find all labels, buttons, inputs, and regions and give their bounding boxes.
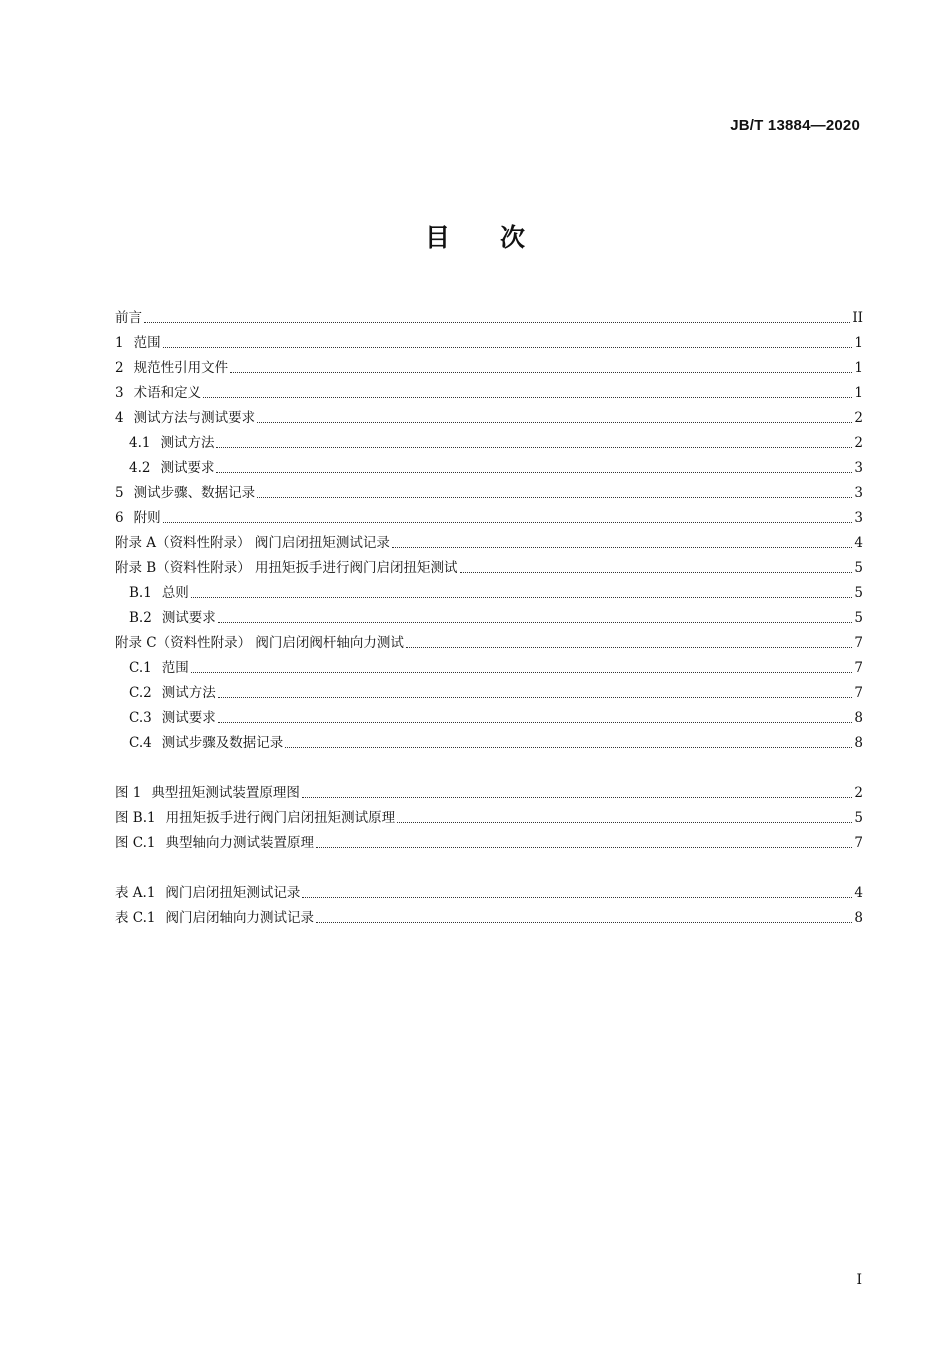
figure-entry-text: 用扭矩扳手进行阀门启闭扭矩测试原理: [165, 810, 396, 826]
toc-entry-number: B.1: [129, 585, 152, 601]
toc-entry-text: 附录 B（资料性附录） 用扭矩扳手进行阀门启闭扭矩测试: [115, 560, 458, 576]
toc-entry-label: [115, 534, 390, 552]
figure-entry-number: 图 1: [115, 785, 142, 801]
dot-leader: [257, 421, 852, 423]
toc-entry-text: 规范性引用文件: [133, 360, 229, 376]
dot-leader: [218, 696, 853, 698]
toc-entry-number: 2: [115, 360, 124, 376]
dot-leader: [302, 896, 852, 898]
toc-entry-text: 测试方法与测试要求: [133, 410, 256, 426]
figure-entry-text: 典型扭矩测试装置原理图: [151, 785, 300, 801]
toc-entry-page: 3: [854, 510, 863, 526]
toc-entry-label: [129, 434, 214, 452]
dot-leader: [316, 921, 852, 923]
figure-entry-page: 5: [854, 810, 863, 826]
toc-entry[interactable]: [115, 727, 863, 752]
toc-entry-page: 1: [854, 335, 863, 351]
table-entry-page: 8: [854, 910, 863, 926]
dot-leader: [216, 471, 852, 473]
toc-entry-label: [115, 409, 255, 427]
dot-leader: [216, 446, 852, 448]
dot-leader: [218, 721, 853, 723]
toc-entry[interactable]: [115, 627, 863, 652]
toc-entry-number: 6: [115, 510, 124, 526]
toc-entry[interactable]: [115, 602, 863, 627]
figure-entry[interactable]: [115, 827, 863, 852]
toc-entry-text: 测试方法: [160, 435, 215, 451]
table-entry-label: [115, 884, 300, 902]
toc-entry-number: B.2: [129, 610, 152, 626]
dot-leader: [144, 321, 850, 323]
toc-entry-page: 1: [854, 385, 863, 401]
toc-entry[interactable]: [115, 552, 863, 577]
dot-leader: [392, 546, 853, 548]
dot-leader: [191, 671, 853, 673]
toc-entry-text: 测试步骤及数据记录: [161, 735, 284, 751]
table-entry-page: 4: [854, 885, 863, 901]
toc-entry-text: 总则: [161, 585, 189, 601]
toc-entry-text: 术语和定义: [133, 385, 202, 401]
dot-leader: [285, 746, 852, 748]
figure-entry-label: [115, 784, 300, 802]
dot-leader: [406, 646, 852, 648]
table-entry[interactable]: [115, 902, 863, 927]
toc-entry-page: 2: [854, 410, 863, 426]
figure-entry[interactable]: [115, 802, 863, 827]
dot-leader: [203, 396, 852, 398]
figure-entry-number: 图 C.1: [115, 835, 156, 851]
toc-entry-page: 5: [854, 610, 863, 626]
toc-entry-text: 测试要求: [161, 710, 216, 726]
toc-entry-page: II: [852, 310, 863, 326]
toc-entry-text: 测试要求: [161, 610, 216, 626]
toc-entry[interactable]: [115, 677, 863, 702]
toc-entry-text: 测试要求: [160, 460, 215, 476]
toc-entry[interactable]: [115, 377, 863, 402]
figure-entry-text: 典型轴向力测试装置原理: [165, 835, 315, 851]
dot-leader: [302, 796, 853, 798]
toc-entry-text: 测试步骤、数据记录: [133, 485, 256, 501]
dot-leader: [163, 521, 853, 523]
toc-entry[interactable]: [115, 502, 863, 527]
toc-entry-label: [129, 734, 283, 752]
toc-entry-page: 8: [854, 710, 863, 726]
toc-entry-page: 5: [854, 560, 863, 576]
toc-entry-number: 1: [115, 335, 124, 351]
toc-entry[interactable]: [115, 427, 863, 452]
dot-leader: [460, 571, 853, 573]
toc-entry-page: 7: [854, 635, 863, 651]
toc-entry-page: 3: [854, 485, 863, 501]
toc-entry-page: 1: [854, 360, 863, 376]
dot-leader: [230, 371, 852, 373]
toc-entry-number: 4.2: [129, 460, 151, 476]
toc-entry-text: 附录 A（资料性附录） 阀门启闭扭矩测试记录: [115, 535, 390, 551]
figure-entry-page: 2: [854, 785, 863, 801]
toc-entry-label: [115, 634, 404, 652]
toc-entry-text: 范围: [161, 660, 189, 676]
dot-leader: [191, 596, 853, 598]
toc-entry-text: 附录 C（资料性附录） 阀门启闭阀杆轴向力测试: [115, 635, 404, 651]
table-entry-number: 表 A.1: [115, 885, 156, 901]
toc-entry-number: 4: [115, 410, 124, 426]
toc-entry[interactable]: [115, 702, 863, 727]
toc-entry-number: C.2: [129, 685, 152, 701]
toc-entry[interactable]: [115, 352, 863, 377]
toc-entry-number: C.4: [129, 735, 152, 751]
toc-entry-text: 测试方法: [161, 685, 216, 701]
toc-entry-number: 3: [115, 385, 124, 401]
toc-entry-page: 7: [854, 685, 863, 701]
toc-entry-number: C.3: [129, 710, 152, 726]
toc-entry-label: [115, 509, 161, 527]
toc-entry-label: [115, 334, 161, 352]
figure-entry[interactable]: [115, 777, 863, 802]
dot-leader: [163, 346, 853, 348]
standard-code: JB/T 13884—2020: [730, 117, 860, 134]
toc-entry-text: 前言: [115, 310, 142, 326]
toc-entry[interactable]: [115, 652, 863, 677]
figure-entry-page: 7: [854, 835, 863, 851]
toc-entry-page: 8: [854, 735, 863, 751]
toc-entry-number: 4.1: [129, 435, 151, 451]
dot-leader: [397, 821, 852, 823]
table-entry-label: [115, 909, 314, 927]
dot-leader: [316, 846, 852, 848]
toc-entry-page: 5: [854, 585, 863, 601]
toc-entry-page: 3: [854, 460, 863, 476]
figure-entry-label: [115, 834, 314, 852]
toc-entry-label: [115, 559, 458, 577]
toc-entry-number: 5: [115, 485, 124, 501]
toc-entry-label: [115, 309, 142, 327]
table-entry-text: 阀门启闭扭矩测试记录: [165, 885, 301, 901]
toc-entry[interactable]: [115, 402, 863, 427]
toc-entry-page: 7: [854, 660, 863, 676]
table-of-contents: [115, 302, 863, 752]
toc-entry-label: [115, 384, 201, 402]
toc-entry-label: [129, 609, 216, 627]
toc-entry[interactable]: [115, 477, 863, 502]
page-number: I: [856, 1272, 862, 1288]
toc-entry[interactable]: [115, 577, 863, 602]
toc-entry[interactable]: [115, 527, 863, 552]
toc-entry-label: [129, 709, 216, 727]
toc-entry-page: 4: [854, 535, 863, 551]
toc-entry-number: C.1: [129, 660, 152, 676]
figure-entry-number: 图 B.1: [115, 810, 156, 826]
toc-entry-label: [129, 659, 189, 677]
toc-entry[interactable]: [115, 327, 863, 352]
dot-leader: [218, 621, 853, 623]
dot-leader: [257, 496, 852, 498]
table-entry[interactable]: [115, 877, 863, 902]
toc-entry[interactable]: [115, 302, 863, 327]
table-entry-text: 阀门启闭轴向力测试记录: [165, 910, 315, 926]
list-of-tables: [115, 877, 863, 927]
figure-entry-label: [115, 809, 395, 827]
toc-entry-text: 范围: [133, 335, 161, 351]
page-title: 目次: [424, 223, 575, 252]
toc-entry-text: 附则: [133, 510, 161, 526]
table-entry-number: 表 C.1: [115, 910, 156, 926]
toc-entry-page: 2: [854, 435, 863, 451]
toc-entry-label: [129, 459, 214, 477]
toc-entry-label: [129, 684, 216, 702]
toc-entry-label: [115, 359, 228, 377]
toc-entry[interactable]: [115, 452, 863, 477]
toc-entry-label: [115, 484, 255, 502]
toc-entry-label: [129, 584, 189, 602]
list-of-figures: [115, 777, 863, 852]
